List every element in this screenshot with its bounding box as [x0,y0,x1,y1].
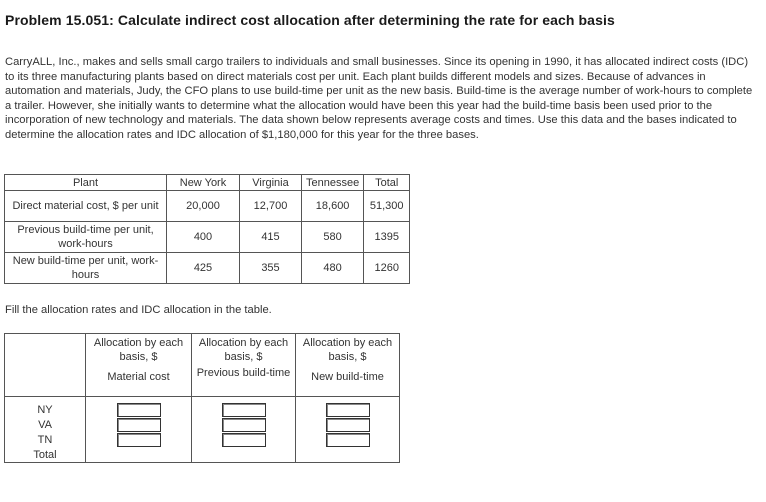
table-row [5,191,410,222]
corner-cell [5,334,86,397]
cell-value: 51,300 [364,191,410,222]
col-header-line2: New build-time [311,371,384,383]
col-header-line2: Material cost [107,371,170,383]
tn-previous-build-time-input[interactable] [222,433,266,447]
table-row [5,417,400,432]
problem-description: CarryALL, Inc., makes and sells small cargo trailers to individuals and small businesses. Since its opening in 1990, it has allocated indirect costs (IDC) to its three manufacturing plants based on direct materials cost per unit. Each plant builds different models and sizes. Because of advances in automation and materials, Judy, the CFO plans to use build-time per unit as the new basis. Build-time is the average number of work-hours to complete a trailer. However, she initially wants to determine what the allocation would have been this year had the build-time basis been used prior to the incorporation of new technology and materials. The data shown below represents average costs and times. Use this data and the bases indicated to determine the allocation rates and IDC allocation of $1,180,000 for this year for the three bases. [5,56,753,141]
col-header-line1: Allocation by each basis, $ [93,337,184,363]
cell-value: 1260 [364,253,410,284]
col-header-previous-build-time [192,334,296,397]
table-row [5,402,400,417]
cell-value: 425 [167,253,240,284]
page-title: Problem 15.051: Calculate indirect cost allocation after determining the rate for each basis [5,12,615,28]
header-tennessee: Tennessee [302,175,364,191]
cell-value: 400 [167,222,240,253]
col-header-line1: Allocation by each basis, $ [198,337,289,363]
row-label: New build-time per unit, work-hours [5,253,167,284]
row-label: Previous build-time per unit, work-hours [5,222,167,253]
cell-value: 20,000 [167,191,240,222]
cell-value: 580 [302,222,364,253]
header-total: Total [364,175,410,191]
row-label: Direct material cost, $ per unit [5,191,167,222]
header-plant: Plant [5,175,167,191]
table-row [5,222,410,253]
table-row [5,447,400,463]
ny-material-cost-input[interactable] [117,403,161,417]
tn-new-build-time-input[interactable] [326,433,370,447]
row-label-total: Total [5,447,86,463]
cell-value: 415 [240,222,302,253]
instruction-text: Fill the allocation rates and IDC allocation in the table. [5,304,272,316]
col-header-new-build-time [296,334,400,397]
plant-data-table [4,174,410,284]
table-row [5,253,410,284]
va-previous-build-time-input[interactable] [222,418,266,432]
va-new-build-time-input[interactable] [326,418,370,432]
header-virginia: Virginia [240,175,302,191]
allocation-header-row [5,334,400,397]
cell-value: 18,600 [302,191,364,222]
table-row [5,432,400,447]
header-new-york: New York [167,175,240,191]
col-header-line1: Allocation by each basis, $ [302,337,393,363]
table-header-row [5,175,410,191]
col-header-line2: Previous build-time [196,367,291,379]
cell-value: 355 [240,253,302,284]
cell-value: 480 [302,253,364,284]
va-material-cost-input[interactable] [117,418,161,432]
row-label-va: VA [5,417,86,432]
cell-value: 12,700 [240,191,302,222]
ny-new-build-time-input[interactable] [326,403,370,417]
allocation-table [4,333,400,463]
row-label-tn: TN [5,432,86,447]
ny-previous-build-time-input[interactable] [222,403,266,417]
tn-material-cost-input[interactable] [117,433,161,447]
row-label-ny: NY [5,402,86,417]
cell-value: 1395 [364,222,410,253]
col-header-material-cost [86,334,192,397]
